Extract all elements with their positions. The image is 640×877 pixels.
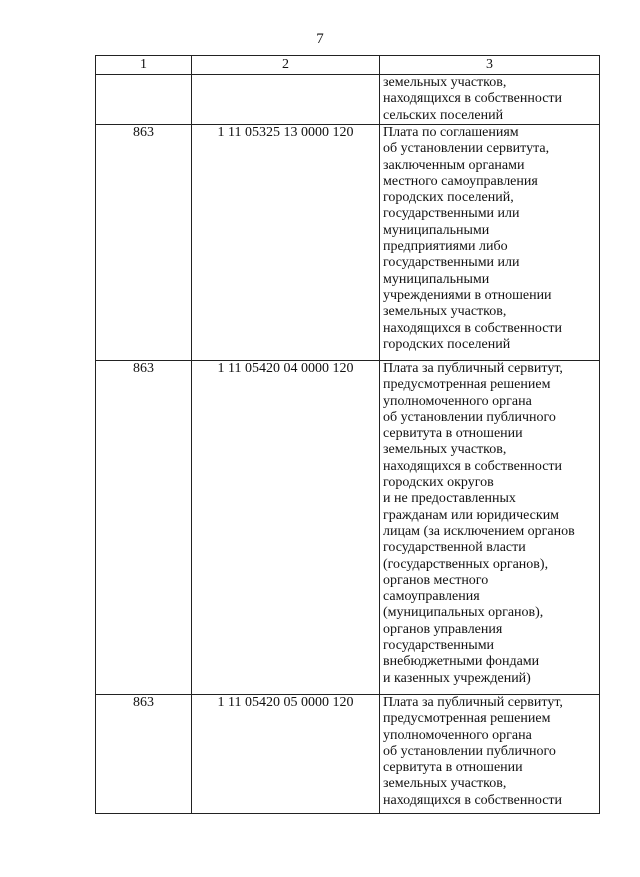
- description-cell: земельных участков, находящихся в собственности сельских поселений: [380, 75, 600, 125]
- description-cell: Плата за публичный сервитут, предусмотренная решением уполномоченного органа об установлении публичного сервитута в отношении земельных участков, находящихся в собственности: [380, 695, 600, 814]
- classification-table: [95, 55, 600, 814]
- budget-code-cell: [192, 75, 380, 125]
- header-col-1: 1: [96, 56, 192, 75]
- page-number: 7: [316, 31, 324, 47]
- admin-code-cell: 863: [96, 695, 192, 814]
- header-col-2: 2: [192, 56, 380, 75]
- budget-code-cell: 1 11 05420 04 0000 120: [192, 361, 380, 695]
- admin-code-cell: 863: [96, 361, 192, 695]
- table-row: [96, 75, 600, 125]
- budget-code-cell: 1 11 05420 05 0000 120: [192, 695, 380, 814]
- table-row: [96, 125, 600, 361]
- description-cell: Плата за публичный сервитут, предусмотренная решением уполномоченного органа об установлении публичного сервитута в отношении земельных участков, находящихся в собственности городских округов и не предоставленных гражданам или юридическим лицам (за исключением органов государственной власти (государственных органов), органов местного самоуправления (муниципальных органов), органов управления государственными внебюджетными фондами и казенных учреждений): [380, 361, 600, 695]
- header-col-3: 3: [380, 56, 600, 75]
- table-row: [96, 695, 600, 814]
- admin-code-cell: 863: [96, 125, 192, 361]
- table-header-row: [96, 56, 600, 75]
- admin-code-cell: [96, 75, 192, 125]
- budget-code-cell: 1 11 05325 13 0000 120: [192, 125, 380, 361]
- description-cell: Плата по соглашениям об установлении сервитута, заключенным органами местного самоуправления городских поселений, государственными или муниципальными предприятиями либо государственными или муниципальными учреждениями в отношении земельных участков, находящихся в собственности городских поселений: [380, 125, 600, 361]
- table-row: [96, 361, 600, 695]
